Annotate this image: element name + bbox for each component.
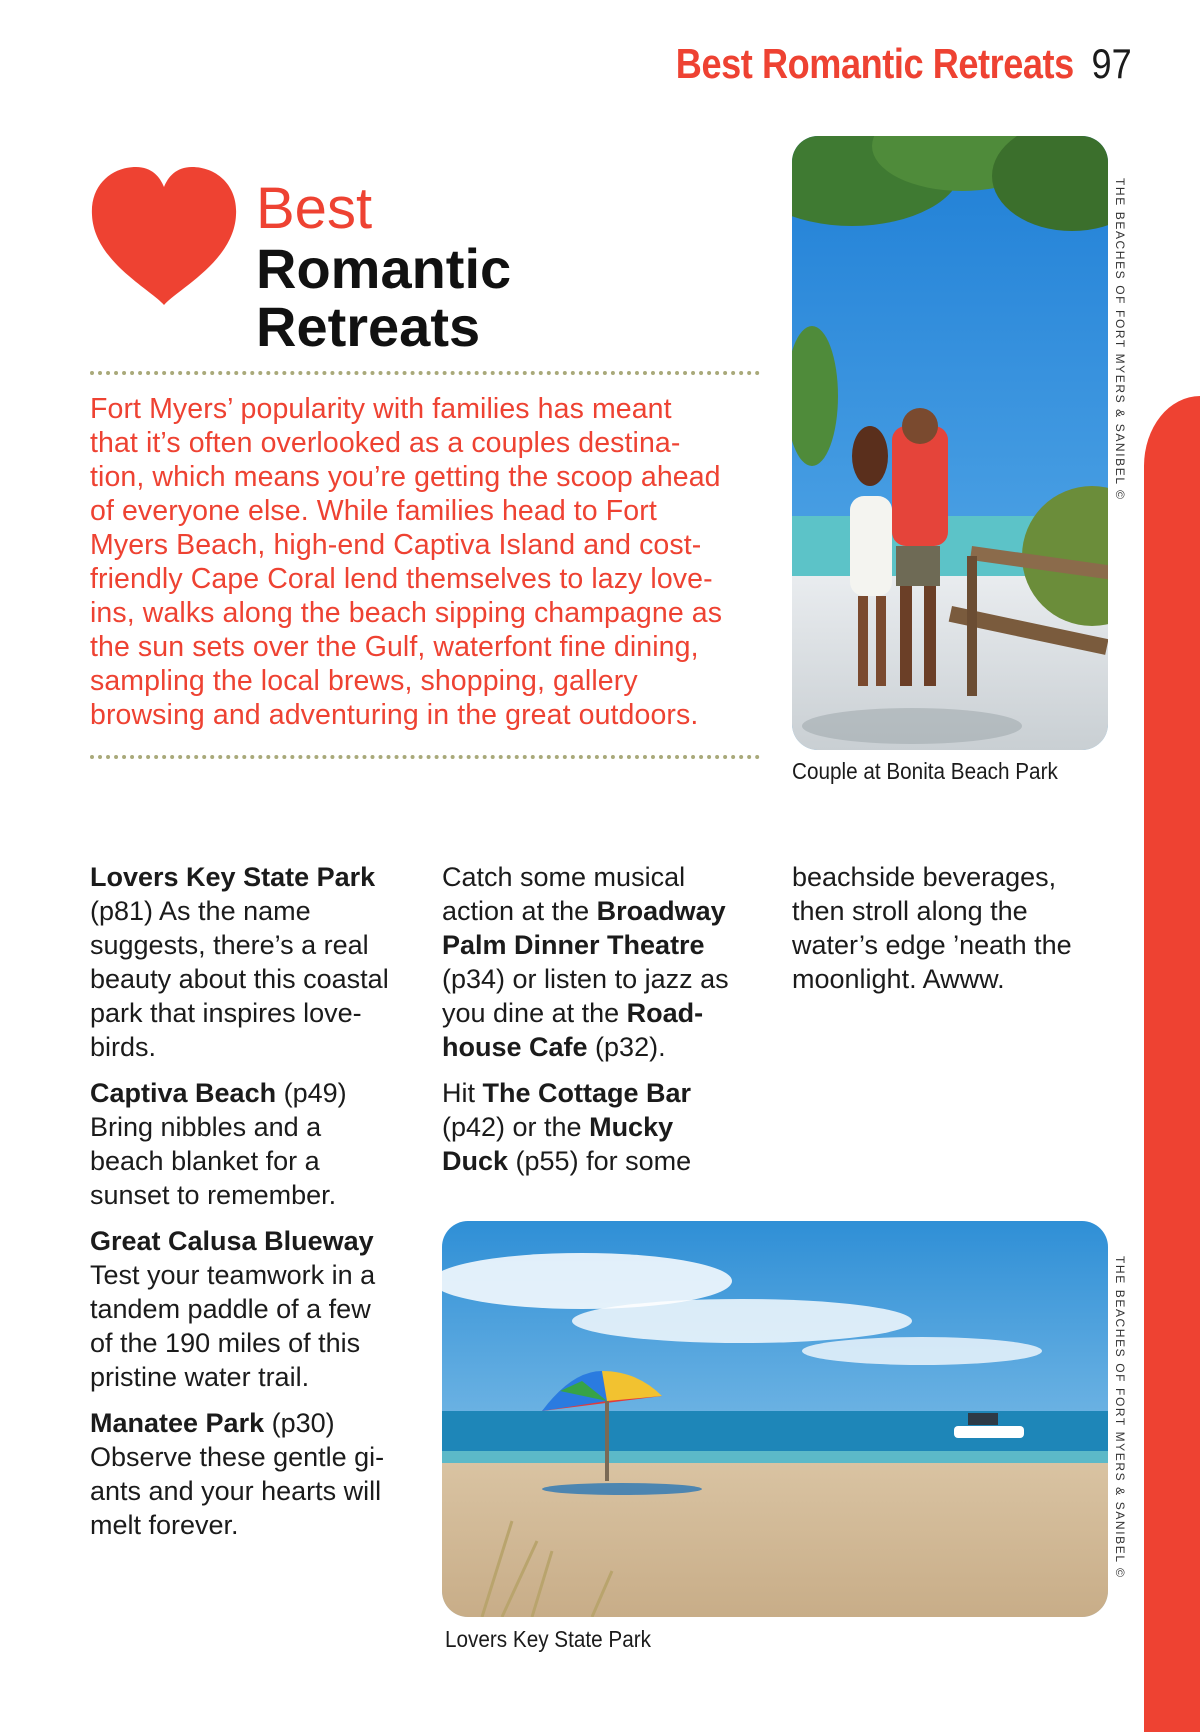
entry-title: Great Calusa Blueway <box>90 1226 374 1256</box>
entry-title: Road- <box>626 998 704 1028</box>
entry-broadway-palm <box>442 860 760 1064</box>
intro-line: tion, which means you’re getting the scoop ahead <box>90 461 721 493</box>
entry-text: tandem paddle of a few <box>90 1294 371 1324</box>
side-accent-band <box>1144 396 1200 1732</box>
entry-text: pristine water trail. <box>90 1362 310 1392</box>
entry-text: Test your teamwork in a <box>90 1260 376 1290</box>
photo-caption-top: Couple at Bonita Beach Park <box>792 758 1058 784</box>
text-column-1 <box>90 860 408 1554</box>
entry-text: (p81) As the name <box>90 896 311 926</box>
entry-continuation <box>792 860 1110 996</box>
intro-line: that it’s often overlooked as a couples destina- <box>90 427 681 459</box>
entry-title: Lovers Key State Park <box>90 862 376 892</box>
heart-icon <box>90 165 238 307</box>
beach-umbrella-photo <box>442 1221 1108 1617</box>
entry-lovers-key <box>90 860 408 1064</box>
entry-text: moonlight. Awww. <box>792 964 1005 994</box>
running-section-title: Best Romantic Retreats <box>675 40 1074 87</box>
entry-text: beauty about this coastal <box>90 964 389 994</box>
entry-page-ref: (p49) <box>276 1078 347 1108</box>
entry-text: birds. <box>90 1032 157 1062</box>
entry-manatee-park <box>90 1406 408 1542</box>
entry-text: (p55) for some <box>508 1146 692 1176</box>
dotted-divider-top <box>90 371 760 375</box>
entry-title: The Cottage Bar <box>482 1078 692 1108</box>
couple-beach-photo <box>792 136 1108 750</box>
entry-text: then stroll along the <box>792 896 1028 926</box>
entry-text: sunset to remember. <box>90 1180 337 1210</box>
dotted-divider-bottom <box>90 755 760 759</box>
intro-line: of everyone else. While families head to Fort <box>90 495 657 527</box>
entry-captiva-beach <box>90 1076 408 1212</box>
entry-title: Mucky <box>589 1112 674 1142</box>
entry-title: Broadway <box>596 896 726 926</box>
intro-line: the sun sets over the Gulf, waterfont fine dining, <box>90 631 699 663</box>
entry-title: Palm Dinner Theatre <box>442 930 705 960</box>
entry-text: ants and your hearts will <box>90 1476 382 1506</box>
intro-line: sampling the local brews, shopping, gallery <box>90 665 638 697</box>
intro-paragraph <box>90 392 762 732</box>
page-number: 97 <box>1091 40 1132 87</box>
entry-text: beach blanket for a <box>90 1146 320 1176</box>
intro-line: friendly Cape Coral lend themselves to lazy love- <box>90 563 713 595</box>
entry-text: you dine at the <box>442 998 627 1028</box>
text-column-2 <box>442 860 760 1190</box>
entry-text: (p42) or the <box>442 1112 590 1142</box>
intro-line: ins, walks along the beach sipping champagne as <box>90 597 723 629</box>
entry-title: Manatee Park <box>90 1408 265 1438</box>
photo-credit-top: THE BEACHES OF FORT MYERS & SANIBEL © <box>1113 178 1127 501</box>
entry-text: Observe these gentle gi- <box>90 1442 385 1472</box>
entry-text: melt forever. <box>90 1510 239 1540</box>
page-title-line-romantic: Romantic <box>256 237 512 300</box>
entry-text: Hit <box>442 1078 483 1108</box>
entry-text: water’s edge ’neath the <box>792 930 1072 960</box>
entry-text: Catch some musical <box>442 862 686 892</box>
entry-text: Bring nibbles and a <box>90 1112 322 1142</box>
intro-line: Myers Beach, high-end Captiva Island and cost- <box>90 529 702 561</box>
page-title-line-retreats: Retreats <box>256 295 481 358</box>
intro-line: Fort Myers’ popularity with families has meant <box>90 393 672 425</box>
page-title <box>256 237 512 358</box>
entry-text: action at the <box>442 896 597 926</box>
photo-credit-bottom: THE BEACHES OF FORT MYERS & SANIBEL © <box>1113 1256 1127 1579</box>
intro-line: browsing and adventuring in the great outdoors. <box>90 699 699 731</box>
entry-text: of the 190 miles of this <box>90 1328 361 1358</box>
entry-text: suggests, there’s a real <box>90 930 369 960</box>
entry-cottage-bar <box>442 1076 760 1178</box>
entry-great-calusa-blueway <box>90 1224 408 1394</box>
entry-text: (p34) or listen to jazz as <box>442 964 729 994</box>
entry-text: beachside beverages, <box>792 862 1057 892</box>
entry-title: Duck <box>442 1146 509 1176</box>
photo-caption-bottom: Lovers Key State Park <box>445 1626 651 1652</box>
entry-title: house Cafe <box>442 1032 588 1062</box>
text-column-3 <box>792 860 1110 1008</box>
entry-text: park that inspires love- <box>90 998 362 1028</box>
entry-text: (p32). <box>587 1032 666 1062</box>
entry-title: Captiva Beach <box>90 1078 277 1108</box>
entry-page-ref: (p30) <box>264 1408 335 1438</box>
page-title-best: Best <box>256 176 373 241</box>
